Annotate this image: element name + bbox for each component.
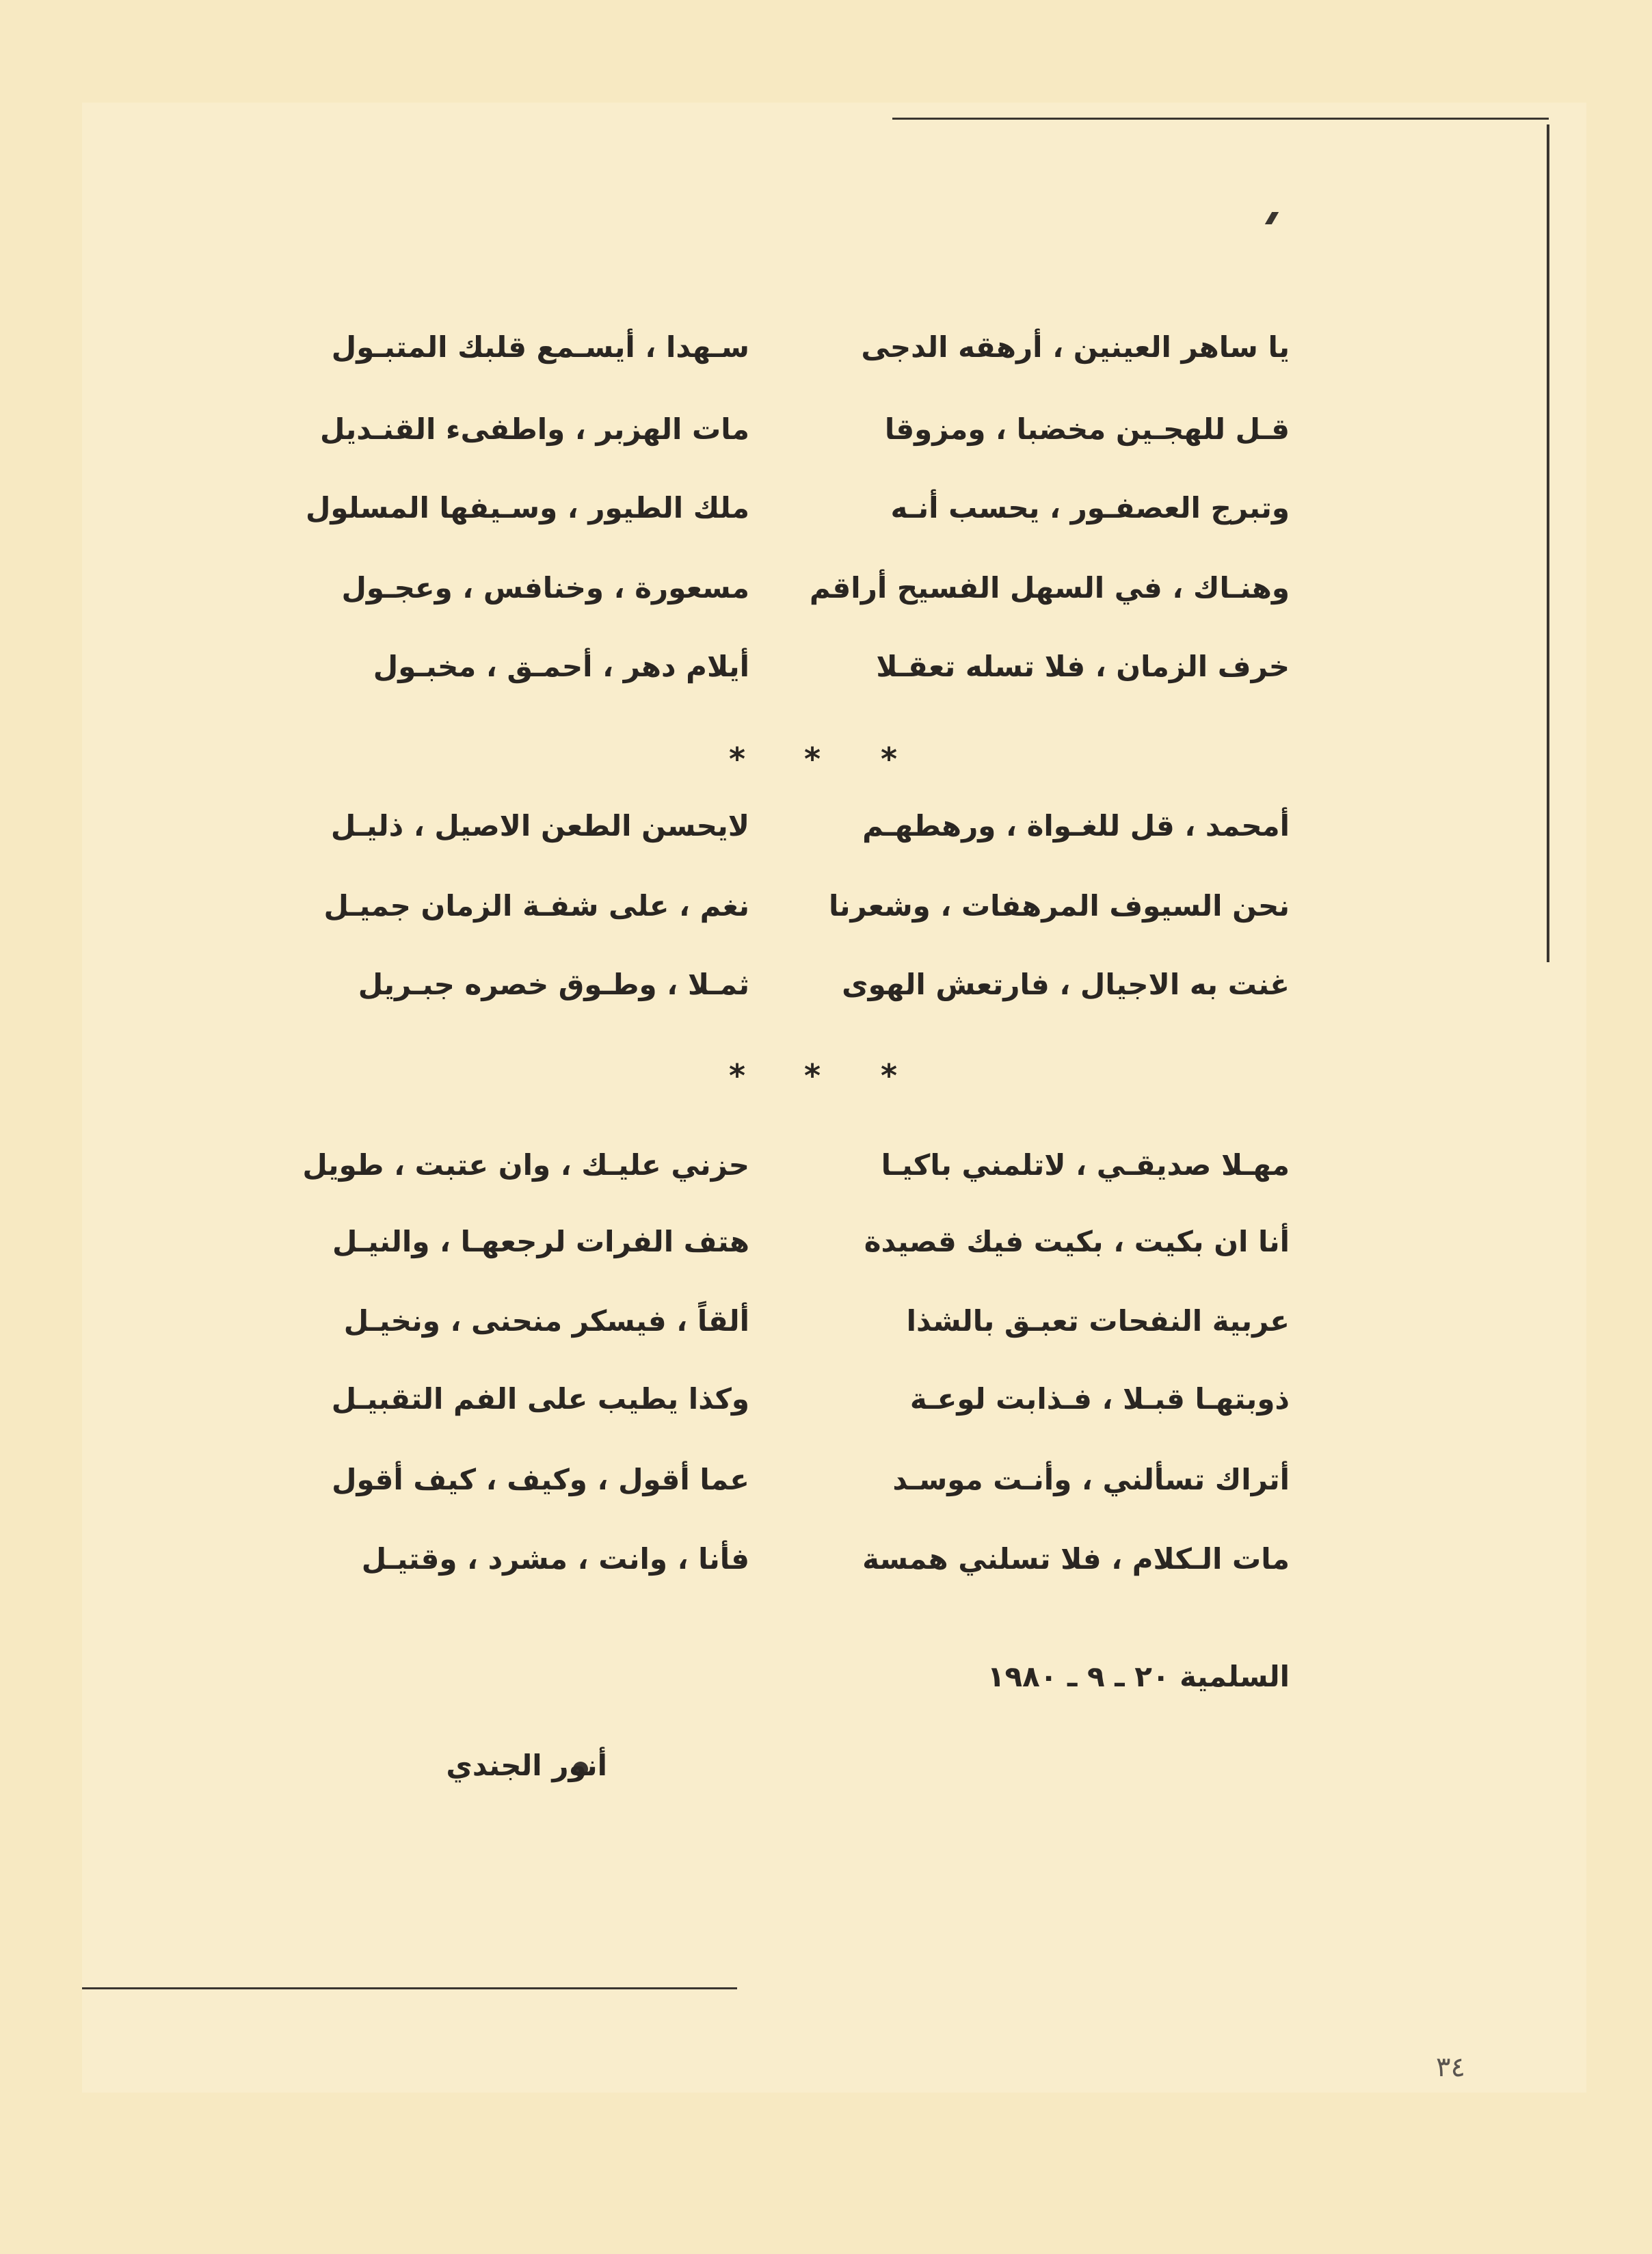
verse-right-2-2: نحن السيوف المرهفات ، وشعرنا	[828, 889, 1290, 923]
verse-left-3-1: حزني عليـك ، وان عتبت ، طويل	[302, 1148, 749, 1182]
verse-right-2-1: أمحمد ، قل للغـواة ، ورهطهـم	[862, 809, 1290, 843]
separator-star: *	[729, 1057, 746, 1094]
side-rule	[1547, 124, 1549, 962]
verse-right-3-4: ذوبتهـا قبـلا ، فـذابت لوعـة	[909, 1382, 1290, 1416]
verse-left-1-5: أيلام دهر ، أحمـق ، مخبـول	[373, 650, 749, 683]
separator-star: *	[881, 741, 898, 778]
bottom-rule	[82, 1987, 737, 1989]
verse-right-3-5: أتراك تسألني ، وأنـت موسـد	[892, 1463, 1290, 1496]
page-number: ٣٤	[1436, 2052, 1465, 2083]
separator-star: *	[729, 741, 746, 778]
verse-left-1-3: ملك الطيور ، وسـيفها المسلول	[305, 491, 749, 525]
verse-right-1-4: وهنـاك ، في السهل الفسيح أراقم	[809, 571, 1290, 605]
verse-right-1-5: خرف الزمان ، فلا تسله تعقـلا	[876, 650, 1290, 683]
verse-left-1-1: سـهدا ، أيسـمع قلبك المتبـول	[331, 330, 749, 364]
verse-right-2-3: غنت به الاجيال ، فارتعش الهوى	[842, 968, 1290, 1001]
verse-right-1-1: يا ساهر العينين ، أرهقه الدجى	[861, 330, 1290, 364]
separator-star: *	[804, 1057, 821, 1094]
verse-right-3-2: أنا ان بكيت ، بكيت فيك قصيدة	[864, 1225, 1290, 1258]
verse-left-3-2: هتف الفرات لرجعهـا ، والنيـل	[332, 1225, 749, 1258]
verse-left-3-4: وكذا يطيب على الفم التقبيـل	[331, 1382, 749, 1416]
page-paper	[82, 103, 1586, 2093]
separator-star: *	[881, 1057, 898, 1094]
verse-right-3-3: عربية النفحات تعبـق بالشذا	[906, 1304, 1290, 1338]
verse-right-1-3: وتبرج العصفـور ، يحسب أنـه	[890, 491, 1290, 525]
verse-right-3-6: مات الـكلام ، فلا تسلني همسة	[862, 1542, 1290, 1576]
author-name: أنور الجندي	[446, 1749, 607, 1782]
verse-left-1-2: مات الهزبر ، واطفىء القنـديل	[319, 412, 749, 446]
separator-star: *	[804, 741, 821, 778]
verse-left-2-3: ثمـلا ، وطـوق خصره جبـريل	[358, 968, 749, 1001]
place-date-line: السلمية ٢٠ ـ ٩ ـ ١٩٨٠	[987, 1660, 1290, 1693]
verse-left-2-2: نغم ، على شفـة الزمان جميـل	[323, 889, 749, 923]
verse-left-1-4: مسعورة ، وخنافس ، وعجـول	[341, 571, 749, 605]
top-rule	[892, 118, 1549, 120]
verse-right-1-2: قـل للهجـين مخضبا ، ومزوقا	[884, 412, 1290, 446]
verse-left-2-1: لايحسن الطعن الاصيل ، ذليـل	[330, 809, 749, 843]
verse-left-3-5: عما أقول ، وكيف ، كيف أقول	[332, 1463, 749, 1496]
verse-left-3-6: فأنا ، وانت ، مشرد ، وقتيـل	[361, 1542, 749, 1576]
verse-left-3-3: ألقاً ، فيسكر منحنى ، ونخيـل	[343, 1304, 749, 1338]
verse-right-3-1: مهـلا صديقـي ، لاتلمني باكيـا	[881, 1148, 1290, 1182]
